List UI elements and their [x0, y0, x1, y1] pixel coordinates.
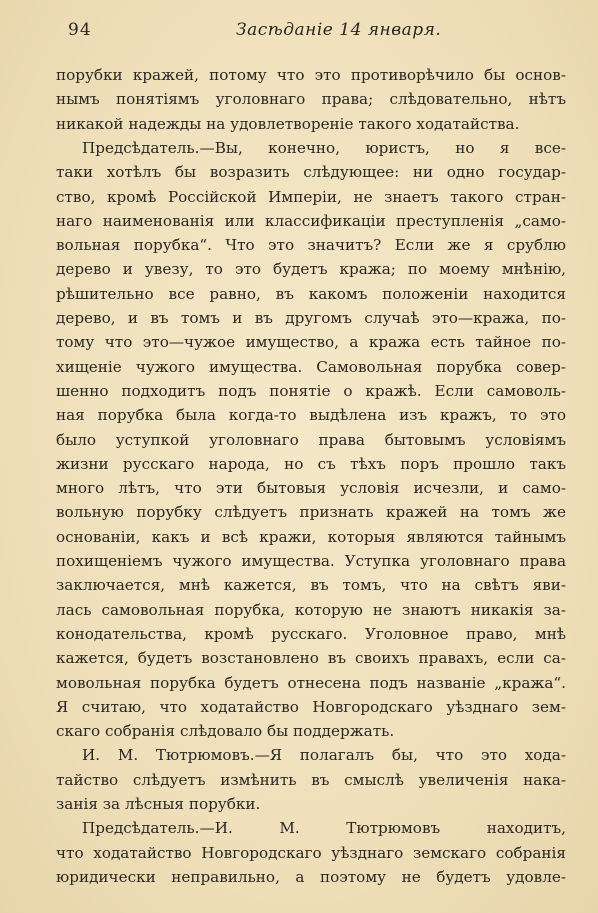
text-line: конодательства, кромѣ русскаго. Уголовное право, мнѣ	[56, 624, 566, 643]
page-number: 94	[68, 20, 92, 40]
text-line: что ходатайство Новгородскаго уѣзднаго земскаго собранія	[56, 843, 566, 862]
text-line: лась самовольная порубка, которую не знаютъ никакія за-	[56, 600, 566, 619]
text-line: было уступкой уголовнаго права бытовымъ условіямъ	[56, 430, 566, 449]
text-line: тайство слѣдуетъ измѣнить въ смыслѣ увеличенія нака-	[56, 770, 566, 789]
text-line: нымъ понятіямъ уголовнаго права; слѣдовательно, нѣтъ	[56, 90, 566, 109]
text-line: ство, кромѣ Россійской Имперіи, не знаетъ такого стран-	[56, 187, 566, 206]
text-line: похищеніемъ чужого имущества. Уступка уголовнаго права	[56, 552, 566, 570]
text-line: юридически неправильно, а поэтому не будетъ удовле-	[56, 867, 566, 886]
text-line: основаніи, какъ и всѣ кражи, которыя являются тайнымъ	[56, 527, 566, 546]
text-line: таки хотѣлъ бы возразить слѣдующее: ни одно государ-	[56, 163, 566, 182]
text-line: много лѣтъ, что эти бытовыя условія исчезли, и само-	[56, 479, 566, 498]
text-line: мовольная порубка будетъ отнесена подъ названіе „кража“.	[56, 673, 566, 692]
text-line: порубки кражей, потому что это противорѣчило бы основ-	[56, 66, 566, 84]
page-header	[0, 14, 598, 44]
text-line: Предсѣдатель.—И. М. Тютрюмовъ находитъ,	[82, 819, 566, 838]
text-line: жизни русскаго народа, но съ тѣхъ поръ прошло такъ	[56, 454, 566, 473]
text-line: И. М. Тютрюмовъ.—Я полагалъ бы, что это хода-	[82, 746, 566, 765]
text-line: вольную порубку слѣдуетъ признать кражей на томъ же	[56, 503, 566, 522]
text-line: Я считаю, что ходатайство Новгородскаго уѣзднаго зем-	[56, 697, 566, 716]
text-line: занія за лѣсныя порубки.	[56, 795, 261, 813]
text-line: вольная порубка“. Что это значитъ? Если же я срублю	[56, 236, 566, 255]
text-line: кажется, будетъ возстановлено въ своихъ правахъ, если са-	[56, 649, 566, 668]
text-line: шенно подходитъ подъ понятіе о кражѣ. Если самоволь-	[56, 381, 566, 400]
text-line: Предсѣдатель.—Вы, конечно, юристъ, но я все-	[82, 138, 566, 157]
text-line: ная порубка была когда-то выдѣлена изъ кражъ, то это	[56, 406, 566, 425]
running-title: Засѣданіе 14 января.	[236, 20, 442, 40]
text-line: рѣшительно все равно, въ какомъ положеніи находится	[56, 284, 566, 303]
text-line: никакой надежды на удовлетвореніе такого ходатайства.	[56, 114, 520, 133]
text-line: заключается, мнѣ кажется, въ томъ, что на свѣтъ яви-	[56, 576, 566, 595]
text-line: хищеніе чужого имущества. Самовольная порубка совер-	[56, 357, 566, 376]
text-line: тому что это—чужое имущество, а кража есть тайное по-	[56, 333, 566, 352]
text-line: дерево, и въ томъ и въ другомъ случаѣ это—кража, по-	[56, 309, 566, 327]
text-line: наго наименованія или классификаціи преступленія „само-	[56, 211, 566, 230]
text-line: дерево и увезу, то это будетъ кража; по моему мнѣнію,	[56, 260, 566, 279]
text-line: скаго собранія слѣдовало бы поддержать.	[56, 722, 395, 741]
